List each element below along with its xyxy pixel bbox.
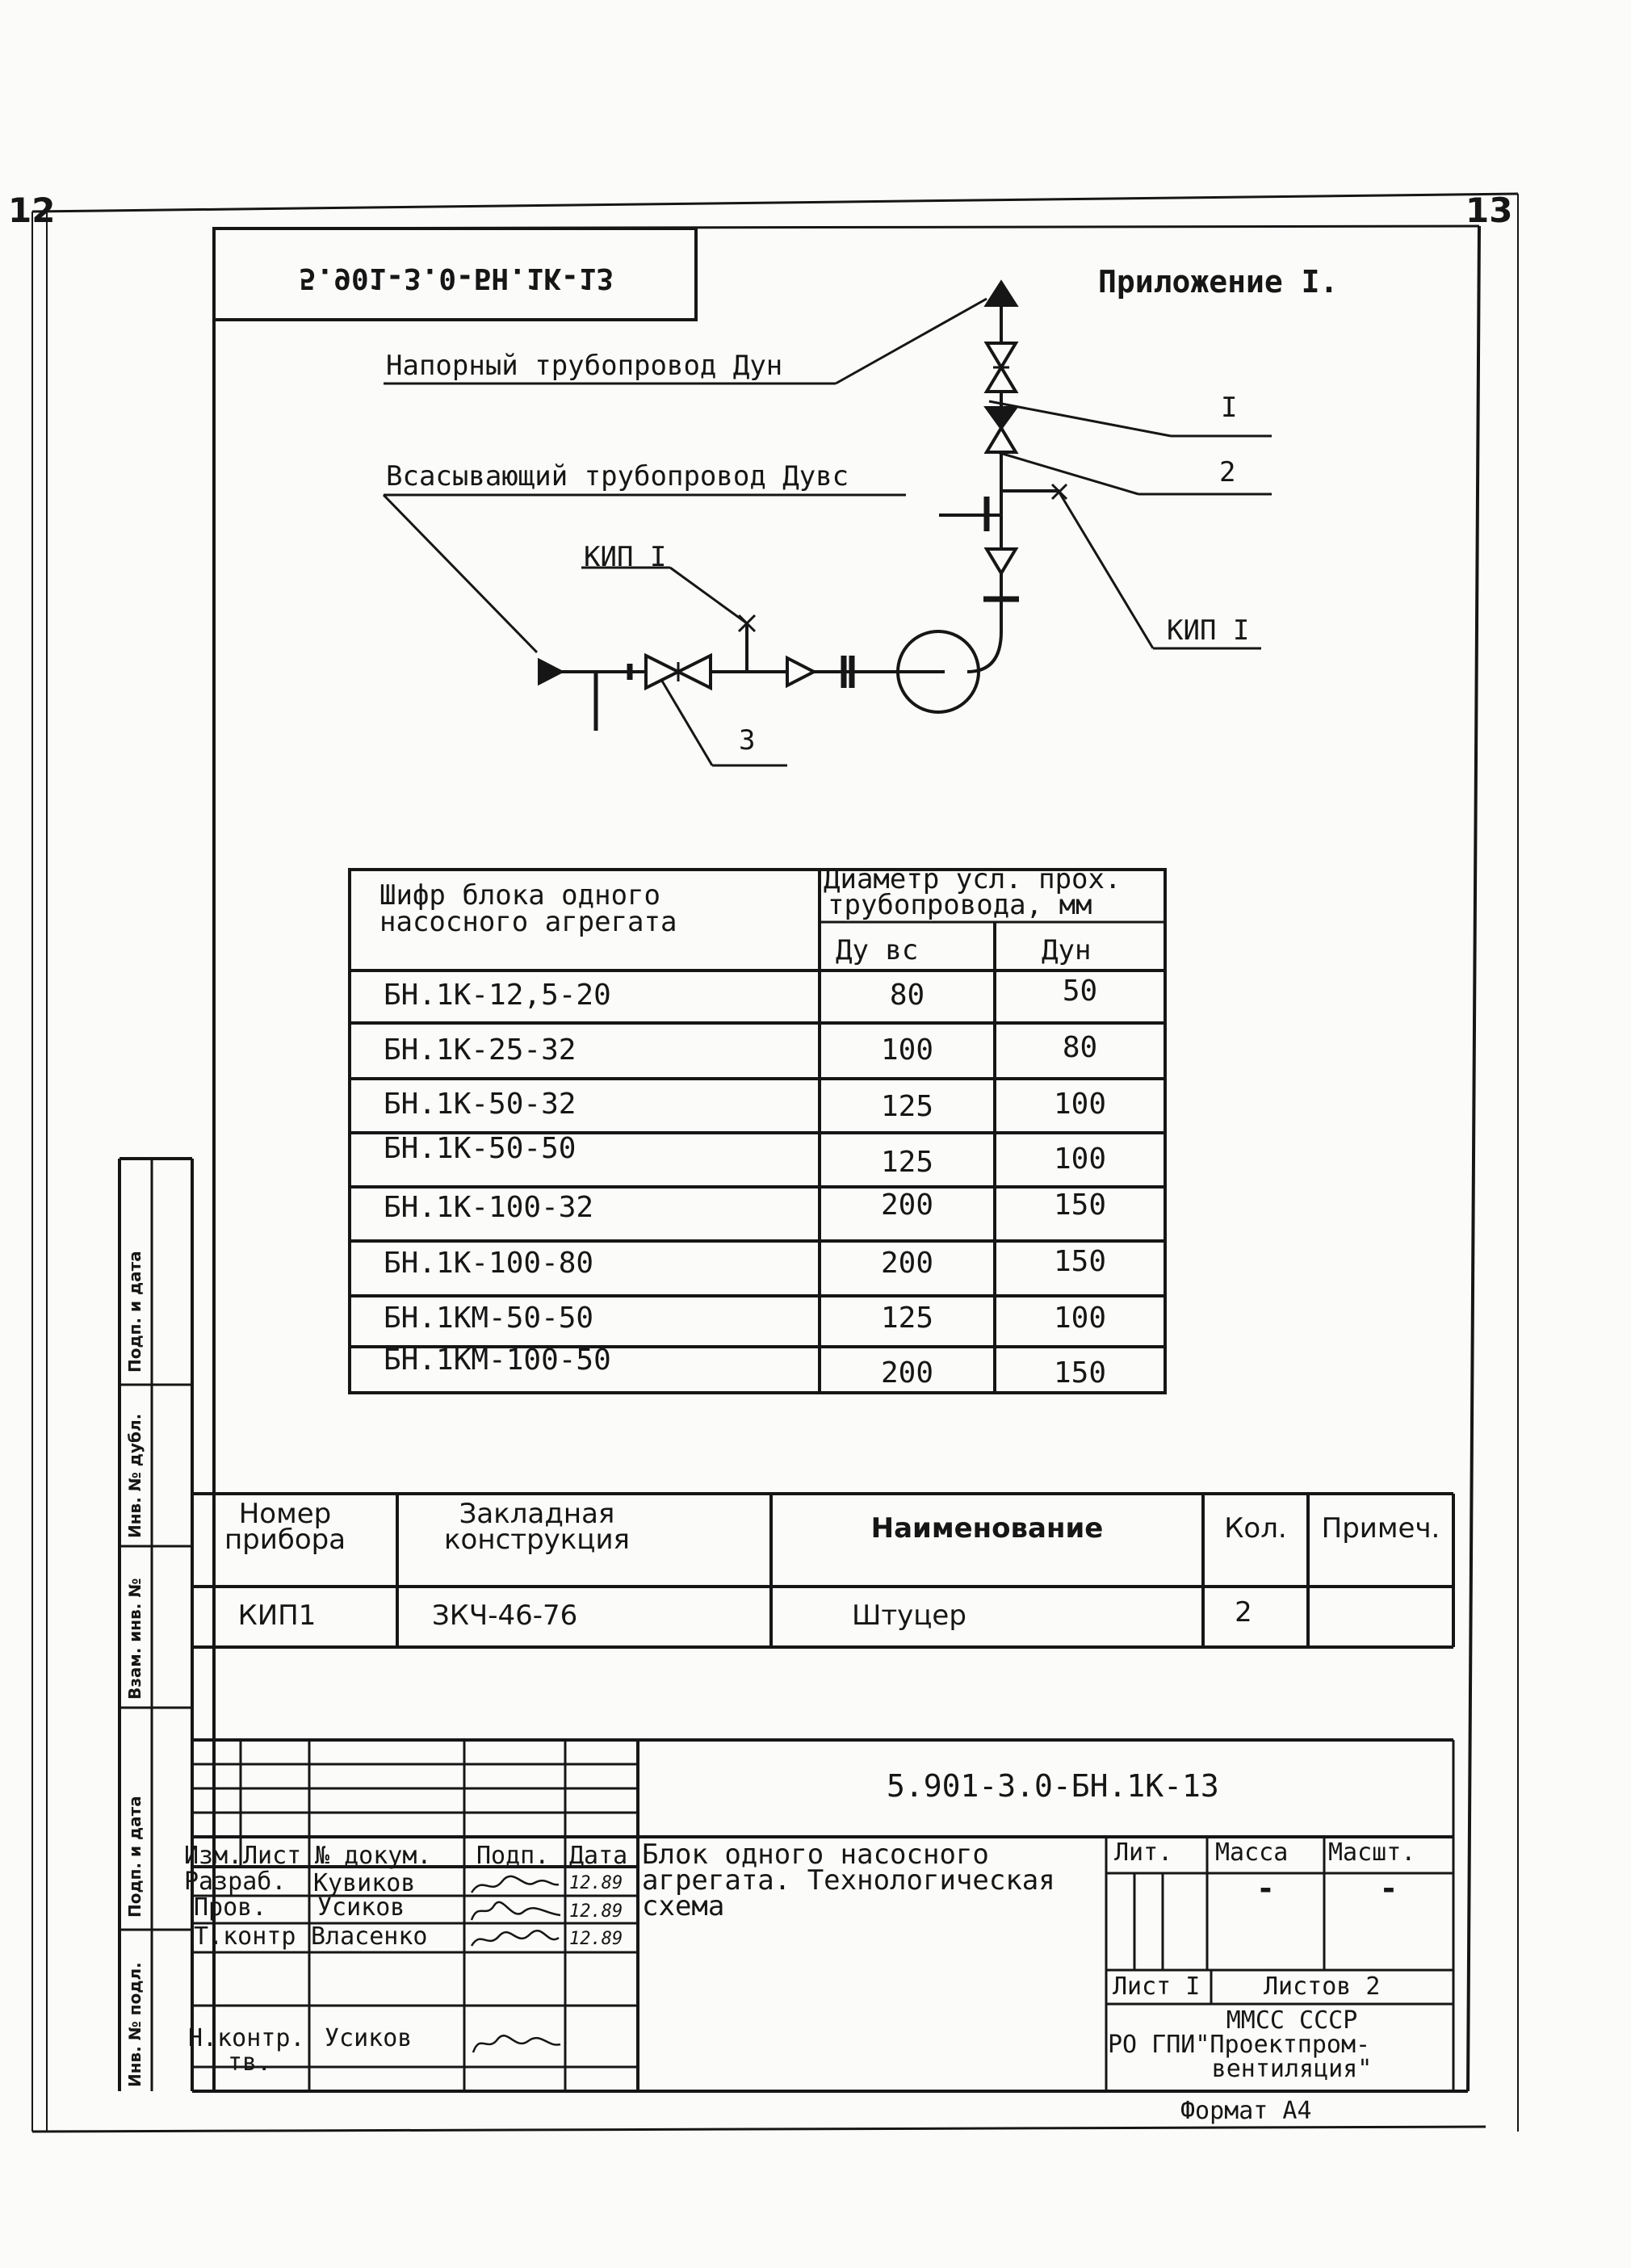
margin-signature-date-bottom: Подп. и дата: [125, 1796, 145, 1918]
spec-cell-qty: 2: [1235, 1596, 1252, 1629]
sheet-label: Лист I: [1113, 1972, 1201, 2001]
callout-3: 3: [739, 724, 756, 757]
organization-line-3: вентиляция": [1211, 2055, 1373, 2083]
table-row: БН.1К-12,5-20: [384, 979, 611, 1012]
title-line-2: агрегата. Технологическая: [642, 1864, 1055, 1897]
title-line-3: схема: [642, 1890, 725, 1922]
callout-2: 2: [1219, 456, 1236, 488]
date-developer: 12.89: [569, 1873, 623, 1893]
spec-header-embedded-1: Закладная: [459, 1498, 615, 1530]
name-checker: Усиков: [317, 1893, 405, 1922]
lit-label: Лит.: [1114, 1838, 1173, 1867]
table-cell-dun: 100: [1053, 1142, 1107, 1176]
spec-header-note: Примеч.: [1321, 1512, 1440, 1545]
table-row: БН.1К-50-32: [384, 1088, 577, 1121]
discharge-pipe-label: Напорный трубопровод Дун: [386, 350, 783, 382]
spec-header-number-1: Номер: [238, 1498, 332, 1530]
role-checker: Пров.: [194, 1893, 267, 1922]
table-cell-dvs: 125: [880, 1146, 934, 1179]
pipe-table-header-dun: Дун: [1042, 934, 1092, 966]
pipe-table-header-diam-2: трубопровода, мм: [828, 889, 1092, 921]
pipe-table-header-code-1: Шифр блока одного: [379, 879, 660, 912]
sheets-label: Листов 2: [1264, 1972, 1381, 2001]
spec-cell-embedded: ЗКЧ-46-76: [432, 1599, 578, 1632]
table-cell-dvs: 200: [880, 1188, 934, 1222]
table-cell-dun: 150: [1053, 1188, 1107, 1222]
signature-checker: [467, 1897, 564, 1925]
mass-label: Масса: [1215, 1838, 1289, 1867]
name-tech-control: Власенко: [311, 1922, 428, 1951]
organization-line-1: ММСС СССР: [1226, 2006, 1358, 2035]
spec-header-embedded-2: конструкция: [444, 1524, 630, 1556]
suction-pipe-label: Всасывающий трубопровод Дувс: [386, 460, 849, 493]
table-cell-dun: 150: [1053, 1356, 1107, 1390]
spec-header-number-2: прибора: [224, 1524, 346, 1556]
signature-developer: [467, 1872, 564, 1899]
table-cell-dvs: 200: [880, 1247, 934, 1280]
table-cell-dvs: 125: [880, 1090, 934, 1123]
table-cell-dun: 150: [1053, 1245, 1107, 1278]
kip-label-left: КИП I: [584, 541, 667, 573]
table-row: БН.1КМ-50-50: [384, 1302, 594, 1335]
column-header-signature: Подп.: [476, 1842, 550, 1870]
sheet-format: Формат А4: [1180, 2097, 1312, 2125]
table-row: БН.1К-25-32: [384, 1033, 577, 1067]
column-header-doc-number: № докум.: [315, 1842, 432, 1870]
kip-label-right: КИП I: [1167, 614, 1250, 647]
spec-cell-number: КИП1: [237, 1599, 317, 1632]
scale-value: -: [1379, 1871, 1398, 1906]
margin-original-inventory: Инв. № подл.: [125, 1962, 145, 2087]
table-cell-dun: 100: [1053, 1302, 1107, 1335]
signature-tech-control: [467, 1926, 564, 1952]
page-number-left: 12: [8, 191, 56, 230]
page-number-right: 13: [1465, 191, 1513, 230]
margin-duplicate-inventory: Инв. № дубл.: [125, 1413, 145, 1538]
table-cell-dun: 50: [1062, 975, 1098, 1008]
column-header-change: Изм.: [184, 1842, 243, 1870]
table-cell-dun: 100: [1053, 1088, 1107, 1121]
table-cell-dvs: 80: [889, 979, 925, 1012]
title-block-document-code: 5.901-3.0-БН.1К-13: [887, 1768, 1219, 1804]
margin-signature-date-top: Подп. и дата: [125, 1251, 145, 1373]
name-norm-control: Усиков: [325, 2024, 413, 2052]
date-checker: 12.89: [569, 1901, 623, 1922]
pipe-table-header-dvs: Ду вс: [836, 934, 919, 966]
margin-replacement-inventory: Взам. инв. №: [125, 1578, 145, 1700]
name-developer: Кувиков: [313, 1869, 416, 1897]
table-cell-dun: 80: [1062, 1031, 1098, 1064]
role-norm-control-tail: тв.: [228, 2048, 272, 2077]
spec-header-name: Наименование: [870, 1512, 1104, 1545]
table-cell-dvs: 100: [880, 1033, 934, 1067]
signature-norm-control: [467, 2028, 564, 2057]
role-norm-control: Н.контр.: [188, 2024, 305, 2052]
role-tech-control: Т.контр: [194, 1922, 296, 1951]
organization-line-2: РО ГПИ"Проектпром-: [1108, 2031, 1371, 2059]
table-row: БН.1КМ-100-50: [384, 1344, 611, 1377]
table-row: БН.1К-50-50: [384, 1132, 577, 1165]
spec-header-qty: Кол.: [1224, 1512, 1287, 1545]
document-code-mirrored: 5.901-3.0-БН.1К-13: [298, 262, 614, 295]
mass-value: -: [1256, 1871, 1275, 1906]
role-developer: Разраб.: [184, 1868, 287, 1896]
column-header-date: Дата: [569, 1842, 628, 1870]
title-line-1: Блок одного насосного: [642, 1838, 989, 1871]
callout-1: I: [1221, 392, 1238, 424]
date-tech-control: 12.89: [569, 1929, 623, 1949]
table-row: БН.1К-100-32: [384, 1191, 594, 1224]
pipe-table-header-code-2: насосного агрегата: [379, 906, 677, 938]
table-cell-dvs: 200: [880, 1356, 934, 1390]
table-cell-dvs: 125: [880, 1302, 934, 1335]
column-header-sheet: Лист: [243, 1842, 302, 1870]
spec-cell-name: Штуцер: [852, 1599, 966, 1632]
table-row: БН.1К-100-80: [384, 1247, 594, 1280]
pipe-table-header-diam-1: Диаметр усл. прох.: [824, 863, 1122, 895]
appendix-label: Приложение I.: [1098, 264, 1339, 300]
scale-label: Масшт.: [1328, 1838, 1416, 1867]
